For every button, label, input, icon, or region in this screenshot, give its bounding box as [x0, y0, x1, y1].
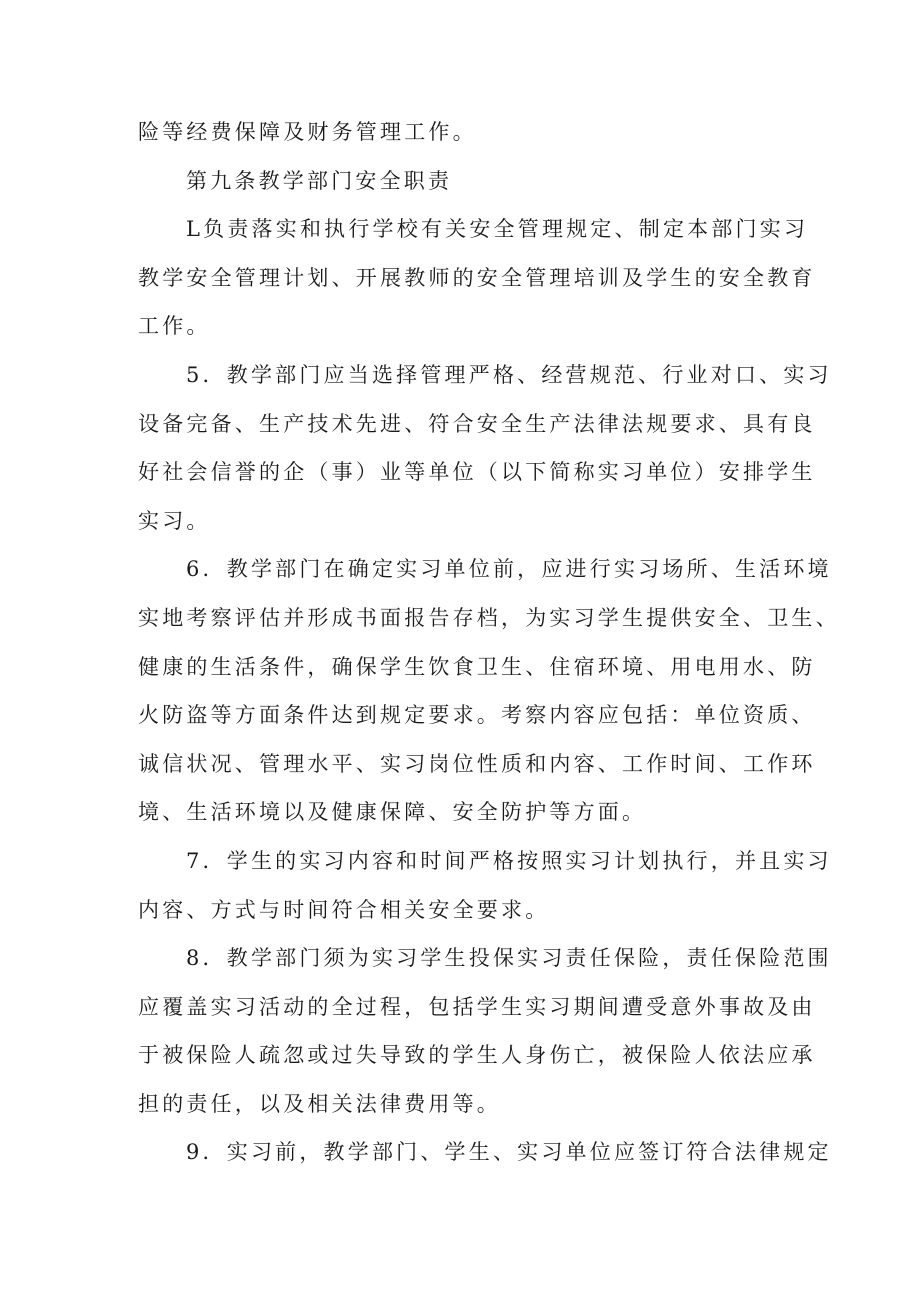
text-line: 好社会信誉的企（事）业等单位（以下简称实习单位）安排学生: [138, 460, 816, 485]
text-line: 教学安全管理计划、开展教师的安全管理培训及学生的安全教育: [138, 265, 816, 290]
text-line: 6．教学部门在确定实习单位前，应进行实习场所、生活环境: [186, 557, 832, 582]
document-body: [138, 108, 840, 1177]
text-line: L负责落实和执行学校有关安全管理规定、制定本部门实习: [186, 217, 809, 242]
text-line: 担的责任，以及相关法律费用等。: [138, 1091, 501, 1116]
text-line: 内容、方式与时间符合相关安全要求。: [138, 897, 550, 922]
text-line: 应覆盖实习活动的全过程，包括学生实习期间遭受意外事故及由: [138, 994, 816, 1019]
text-line: 险等经费保障及财务管理工作。: [138, 120, 477, 144]
text-line: 于被保险人疏忽或过失导致的学生人身伤亡，被保险人依法应承: [138, 1043, 816, 1068]
text-line: 健康的生活条件，确保学生饮食卫生、住宿环境、用电用水、防: [138, 654, 816, 679]
text-line: 实地考察评估并形成书面报告存档，为实习学生提供安全、卫生、: [138, 605, 840, 630]
text-line: 设备完备、生产技术先进、符合安全生产法律法规要求、具有良: [138, 411, 816, 436]
text-line: 工作。: [138, 314, 211, 339]
text-line: 实习。: [138, 508, 211, 533]
text-line: 火防盗等方面条件达到规定要求。考察内容应包括：单位资质、: [138, 703, 816, 728]
text-line: 9．实习前，教学部门、学生、实习单位应签订符合法律规定: [186, 1140, 832, 1165]
text-line: 境、生活环境以及健康保障、安全防护等方面。: [138, 800, 647, 825]
text-line: 第九条教学部门安全职责: [186, 168, 453, 193]
text-line: 5．教学部门应当选择管理严格、经营规范、行业对口、实习: [186, 362, 832, 387]
text-line: 8．教学部门须为实习学生投保实习责任保险，责任保险范围: [186, 946, 832, 971]
text-line: 诚信状况、管理水平、实习岗位性质和内容、工作时间、工作环: [138, 751, 816, 776]
text-line: 7．学生的实习内容和时间严格按照实习计划执行，并且实习: [186, 848, 832, 873]
